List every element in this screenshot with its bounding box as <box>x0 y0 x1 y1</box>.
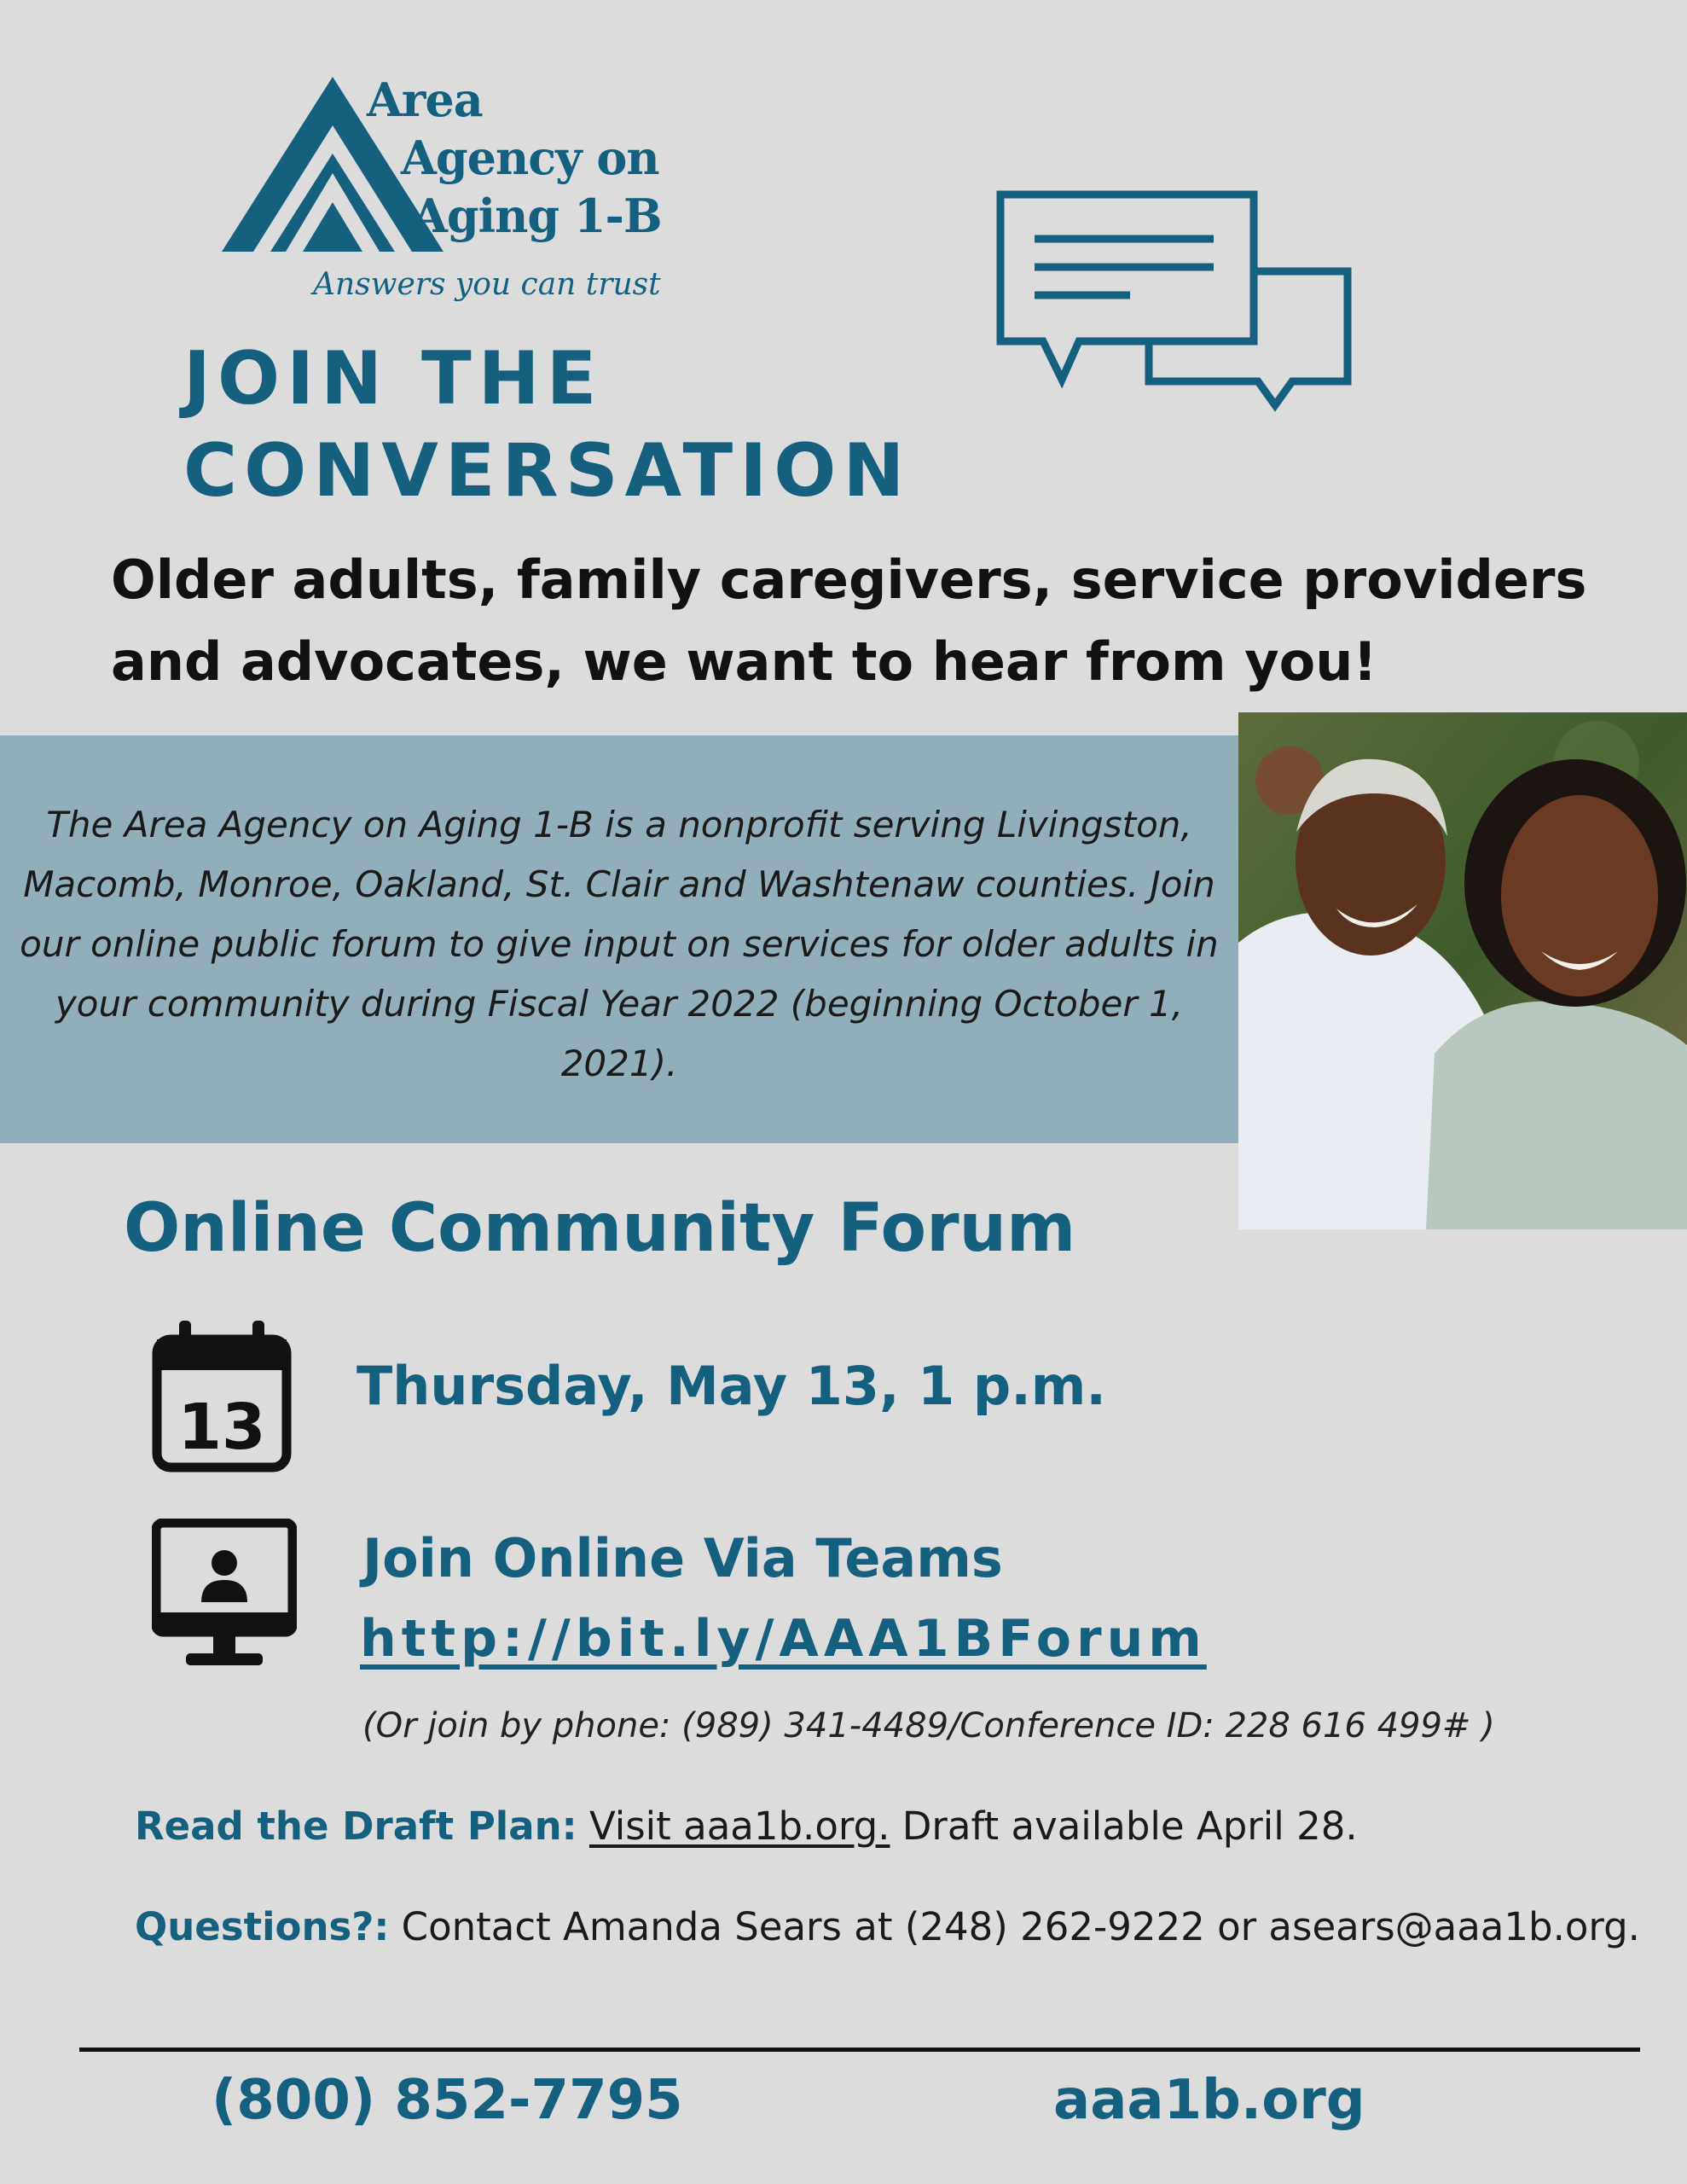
audience-statement: Older adults, family caregivers, service providers and advocates, we want to hear from you! <box>111 549 1587 693</box>
tagline: Answers you can trust <box>313 267 661 302</box>
info-band <box>0 735 1238 1143</box>
chat-bubbles-icon <box>994 188 1360 435</box>
seniors-photo <box>1238 712 1687 1229</box>
headline-line-2: CONVERSATION <box>183 428 912 514</box>
monitor-user-icon <box>152 1519 297 1669</box>
event-date: Thursday, May 13, 1 p.m. <box>357 1355 1106 1417</box>
forum-link[interactable]: http://bit.ly/AAA1BForum <box>360 1609 1207 1669</box>
footer-phone[interactable]: (800) 852-7795 <box>212 2069 683 2132</box>
org-name-line-1: Area <box>367 73 483 127</box>
calendar-icon <box>152 1321 292 1472</box>
draft-plan-line <box>135 1804 1358 1849</box>
footer-divider <box>79 2048 1640 2052</box>
questions-text: Contact Amanda Sears at (248) 262-9222 or asears@aaa1b.org. <box>389 1904 1640 1949</box>
draft-plan-link[interactable]: Visit aaa1b.org. <box>588 1804 890 1849</box>
forum-title: Online Community Forum <box>124 1190 1076 1267</box>
headline-line-1: JOIN THE <box>183 336 604 421</box>
headline <box>183 333 911 517</box>
draft-plan-label: Read the Draft Plan: <box>135 1804 577 1849</box>
footer-website[interactable]: aaa1b.org <box>1053 2069 1365 2132</box>
org-name-line-3: Aging 1-B <box>412 189 662 243</box>
draft-plan-text: Draft available April 28. <box>890 1804 1358 1849</box>
join-online-label: Join Online Via Teams <box>362 1527 1003 1589</box>
agency-logo <box>217 73 678 311</box>
questions-label: Questions?: <box>135 1904 390 1949</box>
calendar-day: 13 <box>177 1391 266 1464</box>
questions-line <box>135 1904 1640 1949</box>
agency-description: The Area Agency on Aging 1-B is a nonprofit serving Livingston, Macomb, Monroe, Oakland, St. Clair and Washtenaw counties. Join our online public forum to give input on services for older adults in your community during Fiscal Year 2022 (beginning October 1, 2021). <box>20 804 1219 1084</box>
phone-join-info: (Or join by phone: (989) 341-4489/Conference ID: 228 616 499# ) <box>362 1706 1495 1745</box>
org-name-line-2: Agency on <box>401 131 659 185</box>
